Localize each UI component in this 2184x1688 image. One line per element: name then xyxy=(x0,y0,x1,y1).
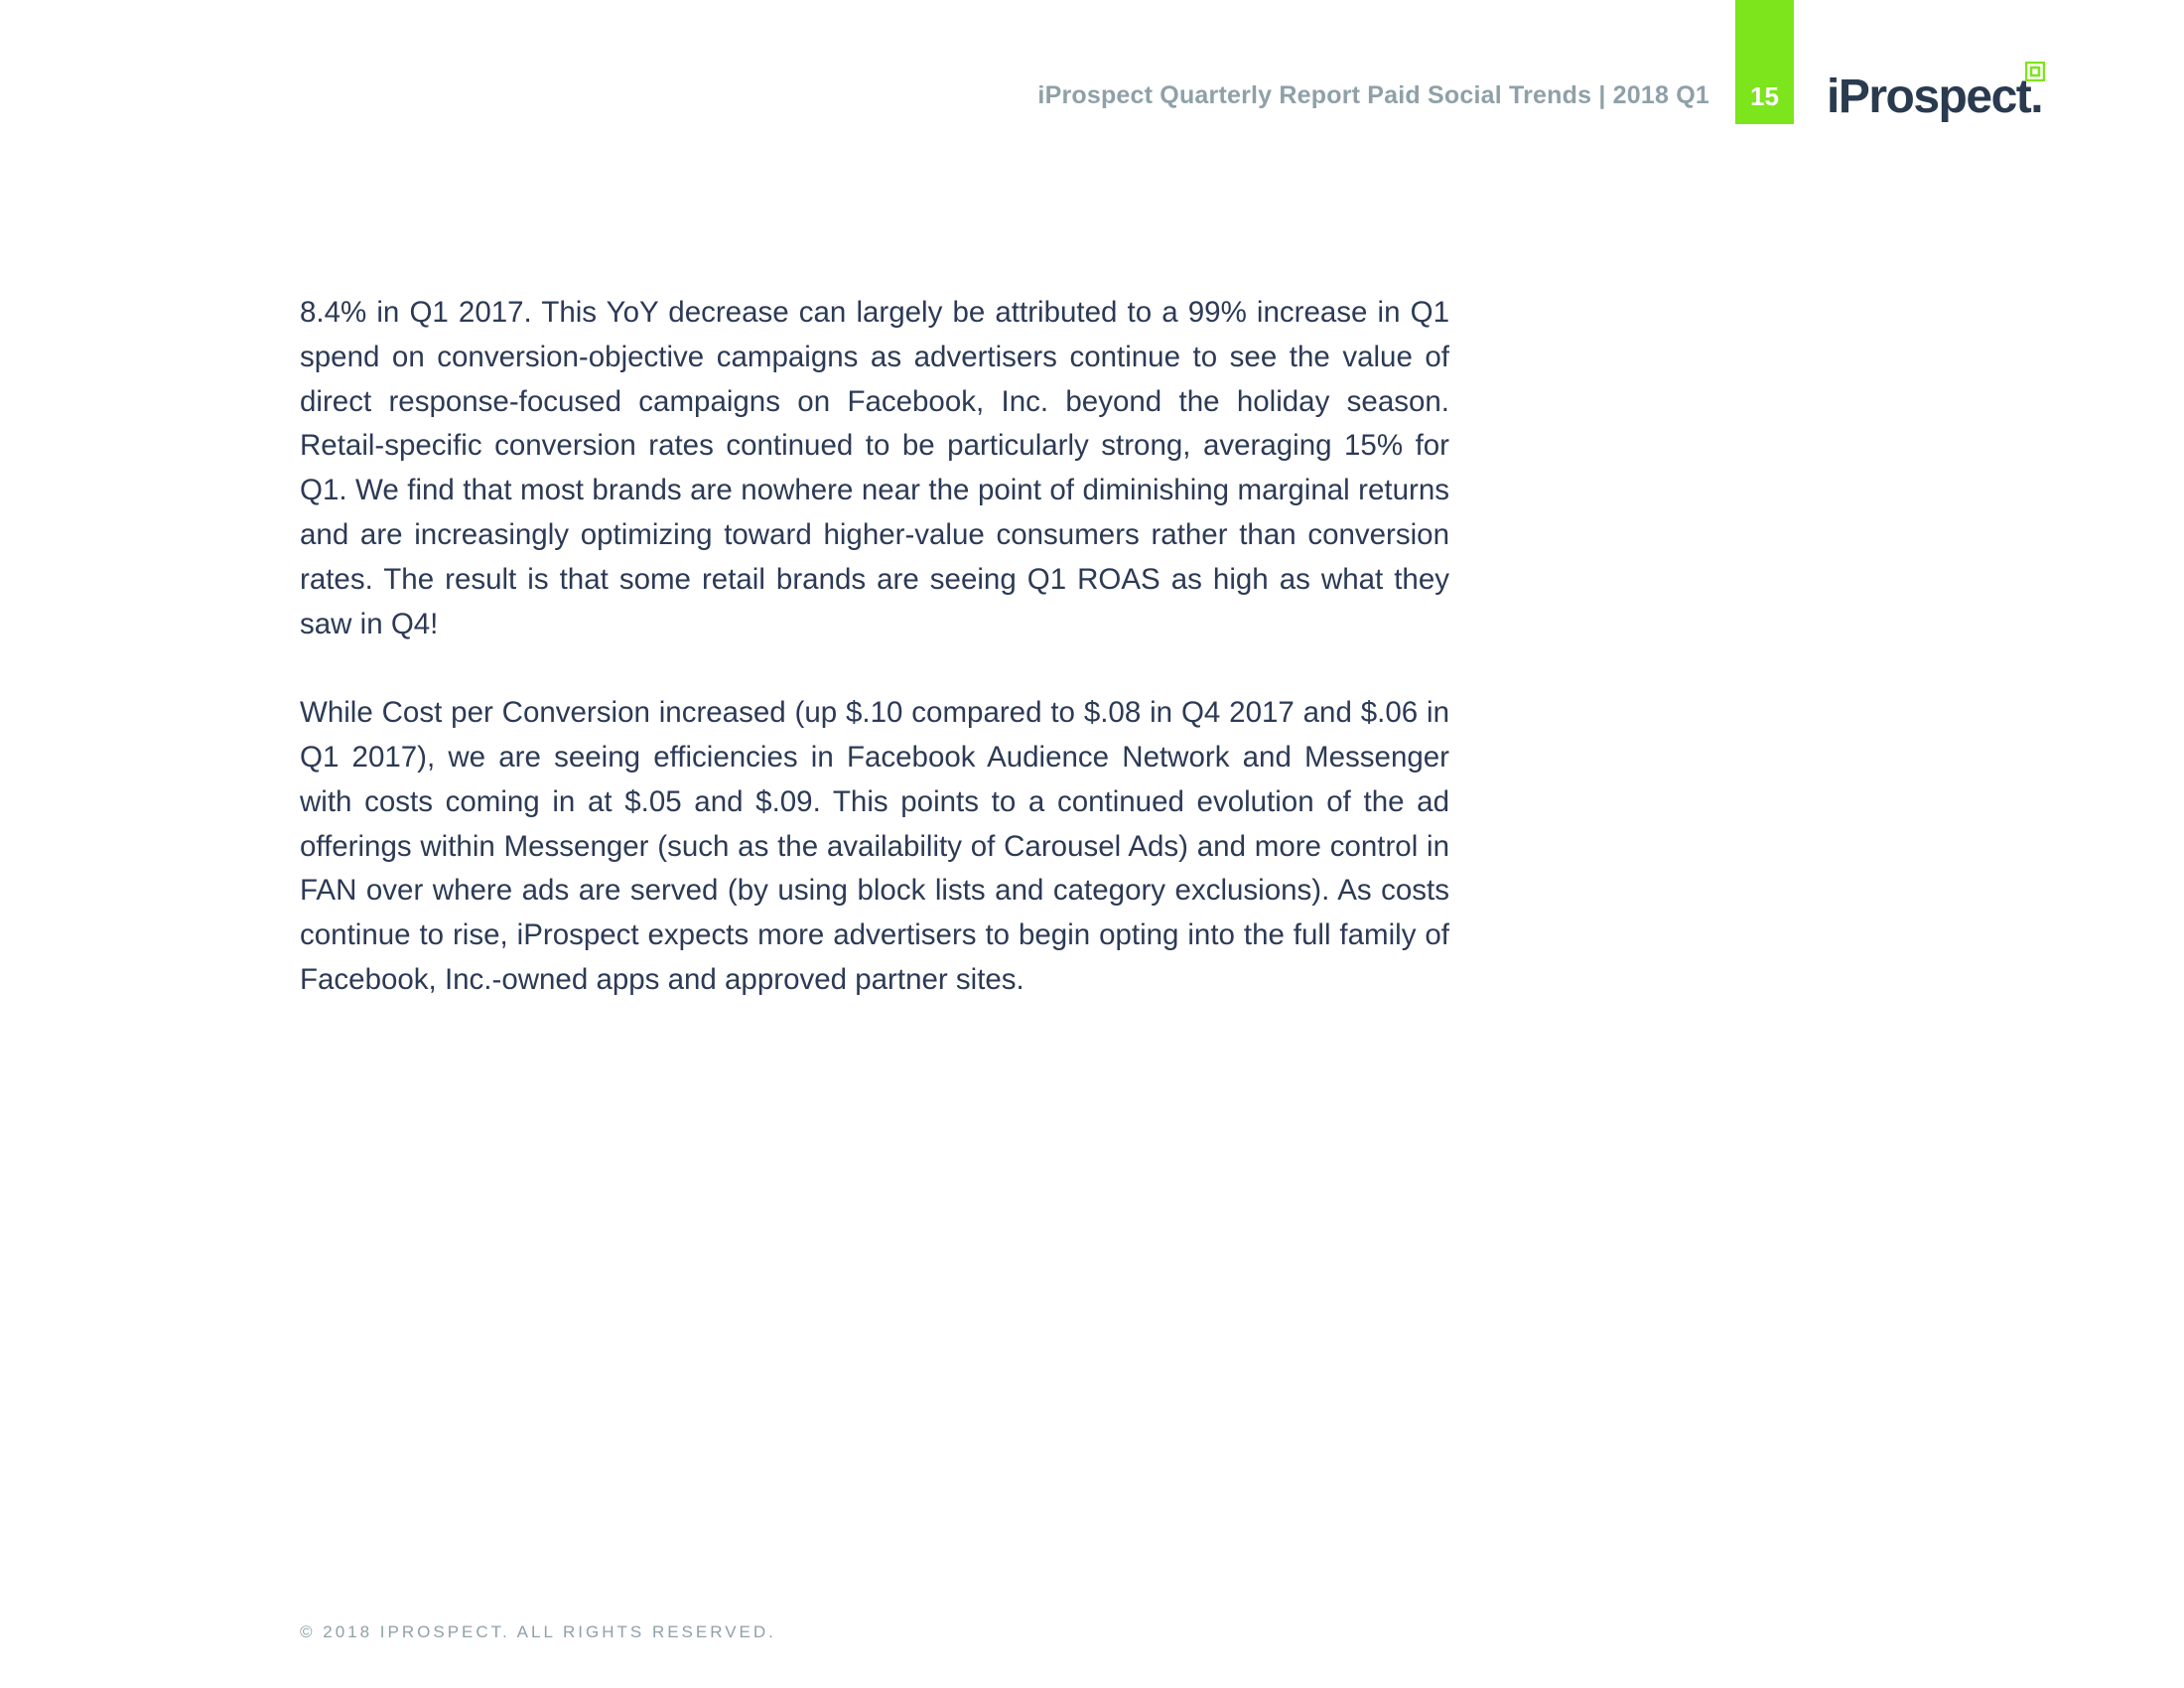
logo-wordmark: iProspect. xyxy=(1827,70,2043,123)
body-paragraph-1: 8.4% in Q1 2017. This YoY decrease can largely be attributed to a 99% increase in Q1 spend on conversion-objective campaigns as advertisers continue to see the value of direct response-focused campaigns on Facebook, Inc. beyond the holiday season. Retail-specific conversion rates continued to be particularly strong, averaging 15% for Q1. We find that most brands are nowhere near the point of diminishing marginal returns and are increasingly optimizing toward higher-value consumers rather than conversion rates. The result is that some retail brands are seeing Q1 ROAS as high as what they saw in Q4! xyxy=(300,296,1449,640)
body-paragraph-2: While Cost per Conversion increased (up $.10 compared to $.08 in Q4 2017 and $.06 in Q1 2017), we are seeing efficiencies in Facebook Audience Network and Messenger with costs coming in at $.05 and $.09. This points to a continued evolution of the ad offerings within Messenger (such as the availability of Carousel Ads) and more control in FAN over where ads are served (by using block lists and category exclusions). As costs continue to rise, iProspect expects more advertisers to begin opting into the full family of Facebook, Inc.-owned apps and approved partner sites. xyxy=(300,696,1449,996)
iprospect-logo xyxy=(1827,58,2055,127)
report-title: iProspect Quarterly Report Paid Social Trends | 2018 Q1 xyxy=(1037,81,1709,109)
page-number-tab xyxy=(1735,0,1794,124)
logo-mark-icon xyxy=(2025,62,2045,81)
page-number: 15 xyxy=(1750,81,1779,111)
copyright-footer: © 2018 IPROSPECT. ALL RIGHTS RESERVED. xyxy=(300,1622,776,1641)
report-body xyxy=(300,291,1449,1048)
